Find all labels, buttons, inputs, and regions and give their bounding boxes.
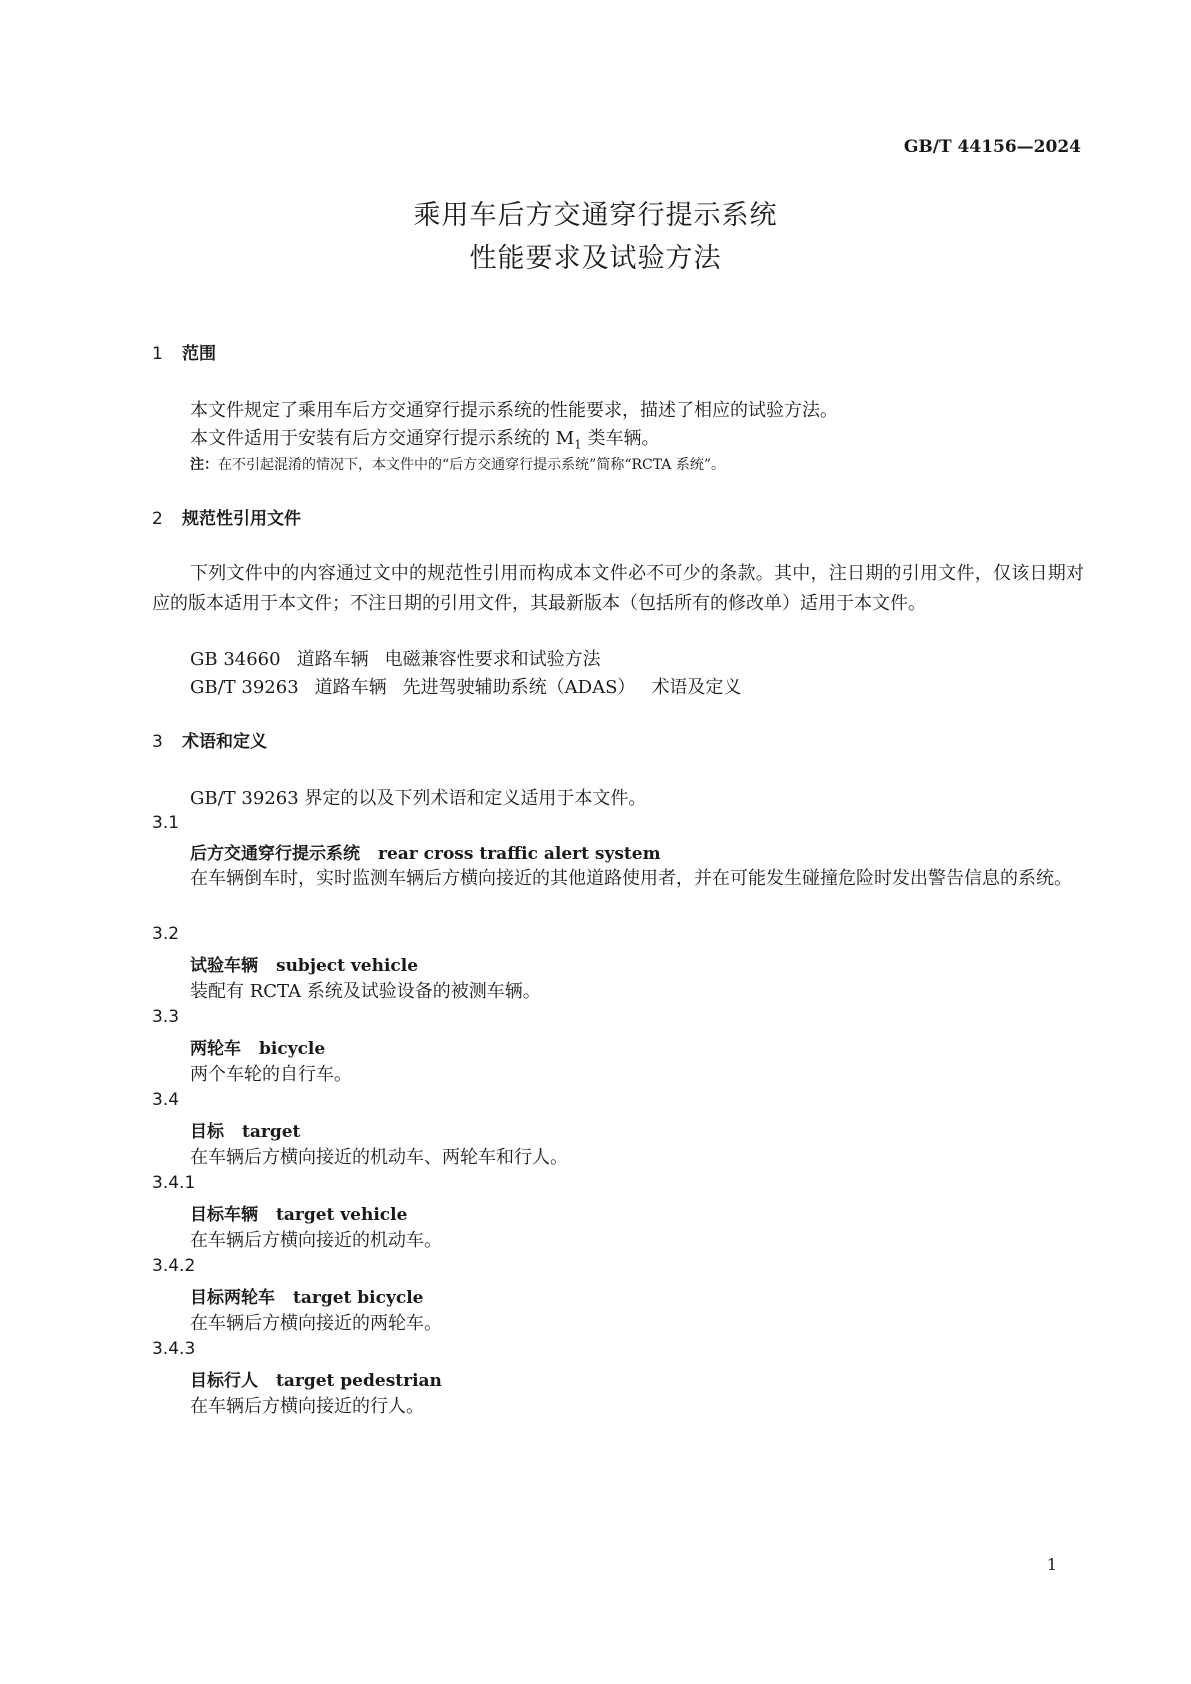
term-zh: 目标行人 bbox=[190, 1371, 258, 1391]
terms-intro: GB/T 39263 界定的以及下列术语和定义适用于本文件。 bbox=[190, 788, 647, 809]
term-number: 3.3 bbox=[152, 1007, 180, 1027]
term-number: 3.1 bbox=[152, 813, 180, 833]
term-heading bbox=[190, 1117, 300, 1142]
term-number: 3.4 bbox=[152, 1090, 180, 1110]
term-heading bbox=[190, 1034, 325, 1059]
term-definition: 在车辆后方横向接近的机动车。 bbox=[190, 1230, 442, 1251]
term-number: 3.4.3 bbox=[152, 1339, 196, 1359]
scope-paragraph-2 bbox=[190, 424, 660, 452]
term-en: target pedestrian bbox=[276, 1371, 442, 1391]
document-title-line-1: 乘用车后方交通穿行提示系统 bbox=[413, 200, 778, 231]
reference-part-3: 术语及定义 bbox=[651, 677, 742, 698]
section-title: 范围 bbox=[182, 344, 216, 364]
scope-text-before: 本文件适用于安装有后方交通穿行提示系统的 M bbox=[190, 428, 575, 449]
term-en: subject vehicle bbox=[276, 956, 419, 976]
scope-text-after: 类车辆。 bbox=[581, 428, 660, 449]
term-zh: 目标 bbox=[190, 1122, 224, 1142]
term-en: target vehicle bbox=[276, 1205, 408, 1225]
reference-part-1: 道路车辆 bbox=[314, 677, 387, 698]
section-number: 1 bbox=[152, 344, 163, 364]
term-zh: 后方交通穿行提示系统 bbox=[190, 844, 360, 864]
document-title-line-2: 性能要求及试验方法 bbox=[469, 243, 722, 274]
term-zh: 目标两轮车 bbox=[190, 1288, 275, 1308]
term-en: rear cross traffic alert system bbox=[378, 844, 661, 864]
term-definition: 在车辆倒车时，实时监测车辆后方横向接近的其他道路使用者，并在可能发生碰撞危险时发出警告信息的系统。 bbox=[190, 868, 1072, 889]
term-number: 3.2 bbox=[152, 924, 180, 944]
term-zh: 试验车辆 bbox=[190, 956, 258, 976]
note-label: 注： bbox=[190, 457, 218, 473]
reference-code: GB 34660 bbox=[190, 649, 281, 670]
note-text: 在不引起混淆的情况下，本文件中的“后方交通穿行提示系统”简称“RCTA 系统”。 bbox=[218, 457, 726, 473]
term-definition: 两个车轮的自行车。 bbox=[190, 1064, 352, 1085]
subscript-1: 1 bbox=[574, 437, 582, 452]
section-number: 2 bbox=[152, 509, 163, 529]
term-en: bicycle bbox=[259, 1039, 326, 1059]
term-definition: 在车辆后方横向接近的机动车、两轮车和行人。 bbox=[190, 1147, 568, 1168]
section-title: 术语和定义 bbox=[182, 732, 267, 752]
reference-item-1 bbox=[190, 645, 601, 671]
section-1-heading bbox=[152, 339, 216, 364]
term-heading bbox=[190, 1200, 407, 1225]
normative-references-intro: 下列文件中的内容通过文中的规范性引用而构成本文件必不可少的条款。其中，注日期的引用文件，仅该日期对应的版本适用于本文件；不注日期的引用文件，其最新版本（包括所有的修改单）适用于本文件。 bbox=[152, 563, 1084, 614]
term-heading bbox=[190, 839, 661, 864]
scope-note bbox=[190, 454, 725, 474]
term-number: 3.4.2 bbox=[152, 1256, 196, 1276]
term-heading bbox=[190, 1366, 442, 1391]
page-number: 1 bbox=[1046, 1555, 1057, 1574]
standard-code: GB/T 44156—2024 bbox=[903, 137, 1081, 157]
section-3-heading bbox=[152, 727, 267, 752]
scope-paragraph-1: 本文件规定了乘用车后方交通穿行提示系统的性能要求，描述了相应的试验方法。 bbox=[190, 400, 838, 421]
term-heading bbox=[190, 951, 418, 976]
term-en: target bicycle bbox=[293, 1288, 424, 1308]
term-definition: 在车辆后方横向接近的两轮车。 bbox=[190, 1313, 442, 1334]
reference-part-2: 电磁兼容性要求和试验方法 bbox=[384, 649, 601, 670]
reference-part-2: 先进驾驶辅助系统（ADAS） bbox=[402, 677, 636, 698]
section-2-heading bbox=[152, 504, 301, 529]
term-zh: 目标车辆 bbox=[190, 1205, 258, 1225]
term-en: target bbox=[242, 1122, 301, 1142]
term-definition: 装配有 RCTA 系统及试验设备的被测车辆。 bbox=[190, 981, 541, 1002]
reference-item-2 bbox=[190, 673, 741, 699]
section-number: 3 bbox=[152, 732, 163, 752]
term-number: 3.4.1 bbox=[152, 1173, 196, 1193]
reference-code: GB/T 39263 bbox=[190, 677, 299, 698]
term-definition: 在车辆后方横向接近的行人。 bbox=[190, 1396, 424, 1417]
term-heading bbox=[190, 1283, 424, 1308]
section-title: 规范性引用文件 bbox=[182, 509, 301, 529]
reference-part-1: 道路车辆 bbox=[296, 649, 369, 670]
term-zh: 两轮车 bbox=[190, 1039, 241, 1059]
